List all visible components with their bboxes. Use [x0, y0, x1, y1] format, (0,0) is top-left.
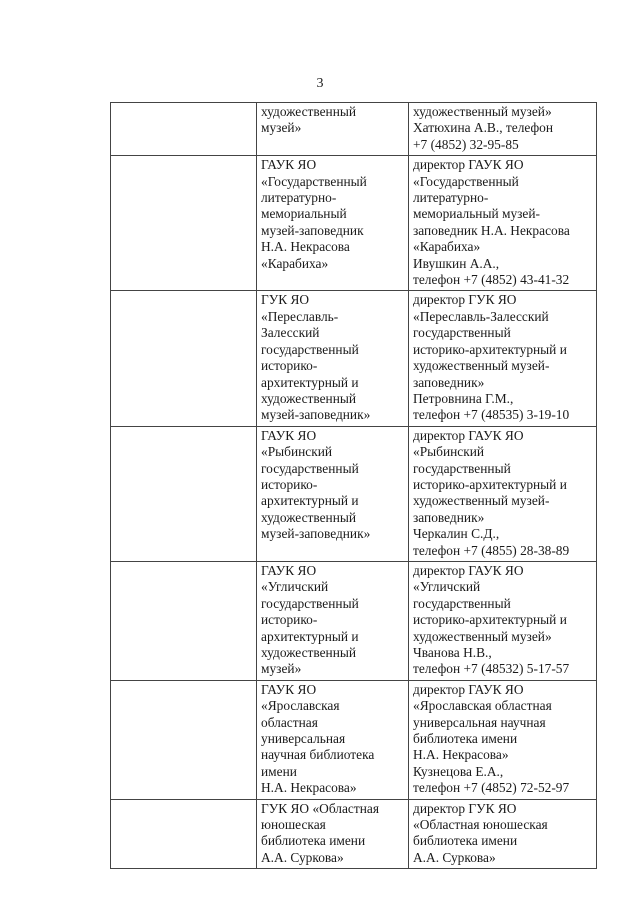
institution-line: государственный: [261, 460, 359, 476]
contact-cell: [409, 426, 597, 561]
contact-line: «Ярославская областная: [413, 698, 552, 714]
contact-line: мемориальный музей-: [413, 206, 541, 222]
table-row: [111, 156, 597, 291]
institution-line: ГАУК ЯО: [261, 157, 317, 173]
institution-line: историко-: [261, 612, 318, 628]
institution-line: музей-заповедник: [261, 222, 364, 238]
contact-line: художественный музей»: [413, 628, 552, 644]
contact-cell: [409, 799, 597, 869]
contact-line: государственный: [413, 325, 511, 341]
blank-cell: [111, 799, 257, 869]
institution-cell: [257, 561, 409, 680]
blank-cell: [111, 156, 257, 291]
contact-line: «Переславль-Залесский: [413, 308, 549, 324]
contact-line: историко-архитектурный и: [413, 341, 567, 357]
blank-cell: [111, 103, 257, 156]
contact-line: литературно-: [413, 190, 489, 206]
institution-line: музей»: [261, 120, 302, 136]
institution-line: мемориальный: [261, 206, 347, 222]
contact-line: заповедник»: [413, 509, 485, 525]
contact-line: «Областная юношеская: [413, 817, 548, 833]
institution-line: архитектурный и: [261, 628, 359, 644]
contact-line: государственный: [413, 595, 511, 611]
institution-cell: [257, 426, 409, 561]
institution-line: научная библиотека: [261, 747, 375, 763]
institution-line: ГАУК ЯО: [261, 562, 317, 578]
institution-line: «Государственный: [261, 173, 367, 189]
institution-line: историко-: [261, 358, 318, 374]
institution-cell: [257, 799, 409, 869]
institution-line: «Переславль-: [261, 308, 339, 324]
contact-line: Хатюхина А.В., телефон: [413, 120, 554, 136]
contact-line: Черкалин С.Д.,: [413, 526, 500, 542]
blank-cell: [111, 561, 257, 680]
contact-line: библиотека имени: [413, 833, 518, 849]
contact-line: государственный: [413, 460, 511, 476]
contact-line: художественный музей-: [413, 493, 550, 509]
contact-line: Кузнецова Е.А.,: [413, 763, 504, 779]
contact-line: Н.А. Некрасова»: [413, 747, 509, 763]
table-row: [111, 291, 597, 426]
contact-cell: [409, 291, 597, 426]
institution-cell: [257, 156, 409, 291]
institution-line: областная: [261, 714, 318, 730]
institution-line: ГУК ЯО «Областная: [261, 800, 379, 816]
contact-line: директор ГУК ЯО: [413, 800, 517, 816]
contact-line: Петровнина Г.М.,: [413, 390, 514, 406]
contact-cell: [409, 680, 597, 799]
institution-line: государственный: [261, 595, 359, 611]
institution-line: литературно-: [261, 190, 337, 206]
page-number: 3: [316, 76, 324, 91]
contact-line: директор ГАУК ЯО: [413, 427, 524, 443]
contact-line: директор ГАУК ЯО: [413, 562, 524, 578]
contact-line: телефон +7 (4852) 72-52-97: [413, 780, 570, 796]
contact-line: историко-архитектурный и: [413, 476, 567, 492]
institution-line: художественный: [261, 509, 357, 525]
contact-line: телефон +7 (4855) 28-38-89: [413, 542, 570, 558]
contact-cell: [409, 561, 597, 680]
contact-line: директор ГАУК ЯО: [413, 157, 524, 173]
institution-line: архитектурный и: [261, 493, 359, 509]
contact-line: директор ГАУК ЯО: [413, 681, 524, 697]
institution-line: «Ярославская: [261, 698, 340, 714]
contact-line: телефон +7 (48532) 5-17-57: [413, 661, 570, 677]
contact-line: директор ГУК ЯО: [413, 292, 517, 308]
table-row: [111, 799, 597, 869]
institutions-table: [110, 102, 597, 869]
table-body: [111, 103, 597, 869]
institution-line: музей-заповедник»: [261, 407, 371, 423]
institution-line: Н.А. Некрасова: [261, 239, 350, 255]
institution-line: А.А. Суркова»: [261, 849, 344, 865]
institution-line: архитектурный и: [261, 374, 359, 390]
table-row: [111, 426, 597, 561]
institution-line: ГАУК ЯО: [261, 681, 317, 697]
contact-line: «Государственный: [413, 173, 519, 189]
contact-line: телефон +7 (4852) 43-41-32: [413, 272, 570, 288]
blank-cell: [111, 680, 257, 799]
contact-line: Чванова Н.В.,: [413, 645, 492, 660]
contact-line: библиотека имени: [413, 731, 518, 747]
blank-cell: [111, 291, 257, 426]
table-row: [111, 680, 597, 799]
institution-line: юношеская: [261, 817, 326, 833]
institution-line: историко-: [261, 476, 318, 492]
institution-line: художественный: [261, 104, 357, 119]
institution-line: «Рыбинский: [261, 444, 333, 460]
contact-line: художественный музей»: [413, 104, 552, 119]
contact-line: Ивушкин А.А.,: [413, 255, 500, 271]
institution-line: ГУК ЯО: [261, 292, 310, 308]
institution-cell: [257, 103, 409, 156]
contact-line: заповедник»: [413, 374, 485, 390]
institution-line: музей»: [261, 661, 302, 677]
contact-line: «Рыбинский: [413, 444, 485, 460]
contact-line: +7 (4852) 32-95-85: [413, 136, 519, 152]
table-row: [111, 561, 597, 680]
contact-line: «Карабиха»: [413, 239, 481, 255]
institution-line: ГАУК ЯО: [261, 427, 317, 443]
contact-line: заповедник Н.А. Некрасова: [413, 222, 570, 238]
institution-line: художественный: [261, 645, 357, 660]
institution-line: «Угличский: [261, 579, 329, 595]
contact-line: «Угличский: [413, 579, 481, 595]
contact-line: художественный музей-: [413, 358, 550, 374]
institution-line: Залесский: [261, 325, 320, 341]
contact-line: А.А. Суркова»: [413, 849, 496, 865]
institution-line: художественный: [261, 390, 357, 406]
contact-cell: [409, 103, 597, 156]
institution-cell: [257, 680, 409, 799]
contact-line: историко-архитектурный и: [413, 612, 567, 628]
institution-line: государственный: [261, 341, 359, 357]
institution-line: Н.А. Некрасова»: [261, 780, 357, 796]
contact-line: телефон +7 (48535) 3-19-10: [413, 407, 570, 423]
blank-cell: [111, 426, 257, 561]
contact-line: универсальная научная: [413, 714, 546, 730]
contact-cell: [409, 156, 597, 291]
institution-line: библиотека имени: [261, 833, 366, 849]
institution-line: имени: [261, 763, 297, 779]
institution-line: универсальная: [261, 731, 346, 747]
institution-cell: [257, 291, 409, 426]
table-row: [111, 103, 597, 156]
institution-line: «Карабиха»: [261, 255, 329, 271]
institution-line: музей-заповедник»: [261, 526, 371, 542]
